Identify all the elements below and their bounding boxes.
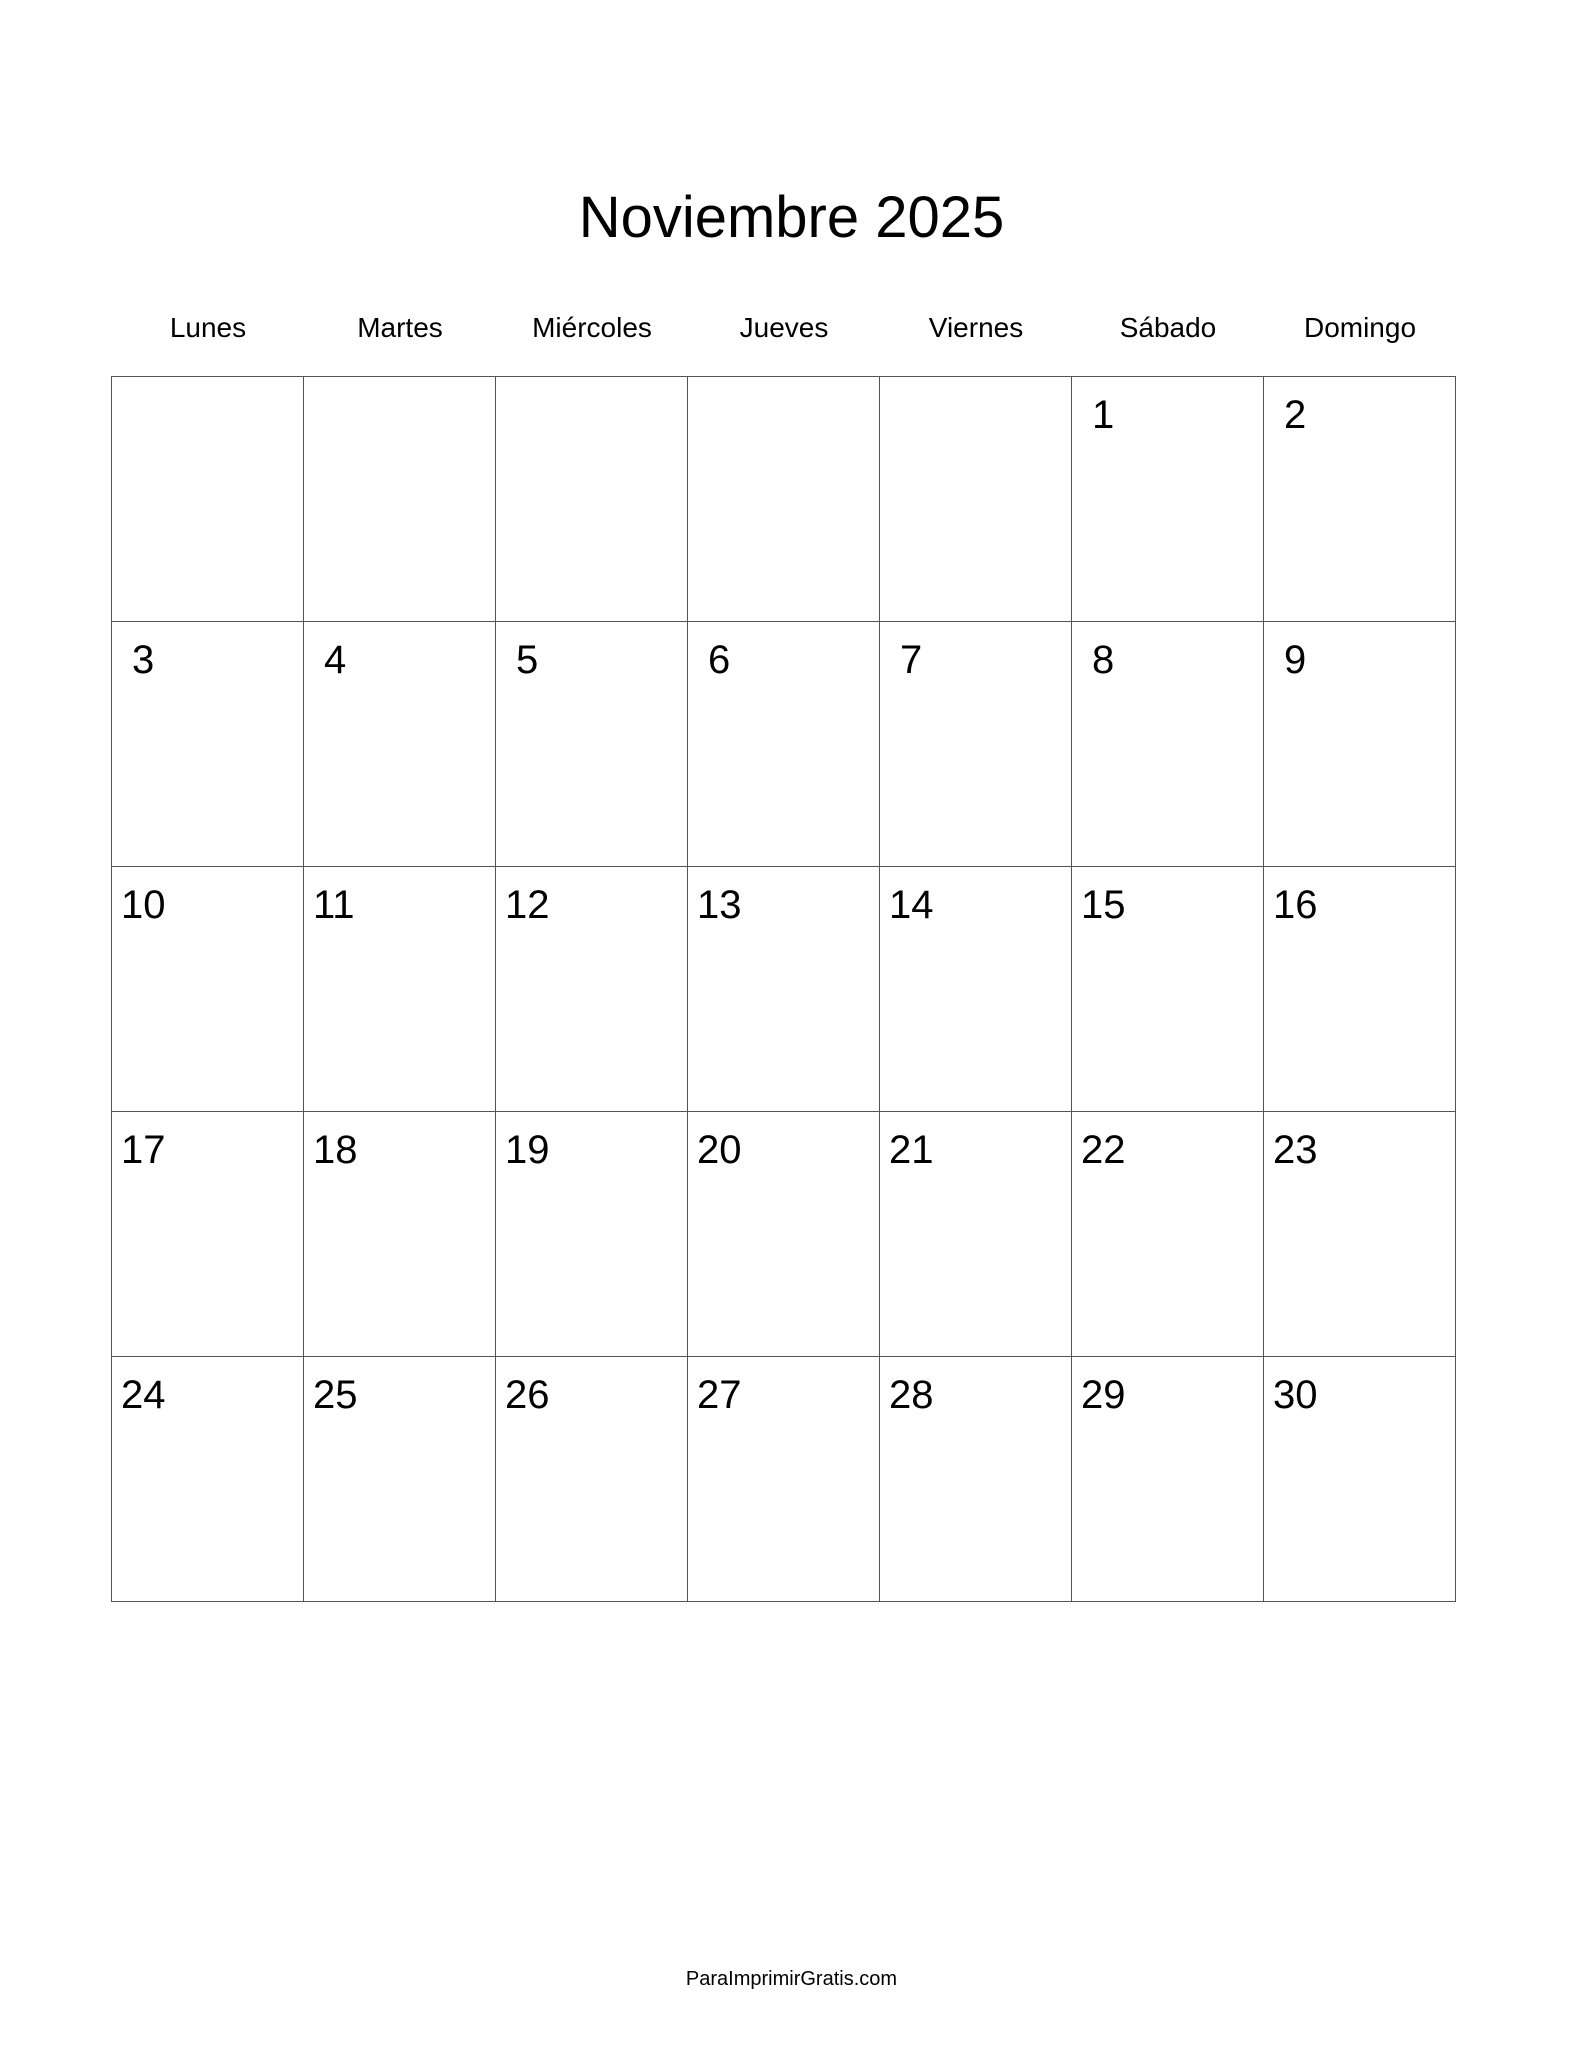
day-cell <box>1264 1112 1456 1357</box>
day-number: 11 <box>313 883 355 927</box>
weekday-label: Viernes <box>928 312 1024 343</box>
weekday-label: Martes <box>357 312 443 343</box>
day-cell <box>688 867 880 1112</box>
day-cell <box>304 622 496 867</box>
day-cell <box>1264 622 1456 867</box>
day-cell <box>496 1112 688 1357</box>
day-cell <box>112 622 304 867</box>
weekday-header-row <box>112 308 1456 348</box>
day-number: 15 <box>1081 883 1126 927</box>
day-number: 19 <box>505 1128 550 1172</box>
weekday-label: Jueves <box>739 312 829 343</box>
day-number: 14 <box>889 883 934 927</box>
day-cell <box>688 377 880 622</box>
weekday-label: Domingo <box>1303 312 1417 343</box>
day-number: 29 <box>1081 1373 1126 1417</box>
day-cell <box>688 1357 880 1602</box>
day-cell <box>1072 377 1264 622</box>
day-cell <box>496 1357 688 1602</box>
day-cell <box>496 622 688 867</box>
day-number: 7 <box>900 638 923 682</box>
day-number: 18 <box>313 1128 358 1172</box>
day-cell <box>304 867 496 1112</box>
day-cell <box>1072 622 1264 867</box>
day-number: 12 <box>505 883 550 927</box>
day-cell <box>496 867 688 1112</box>
day-cell <box>1072 867 1264 1112</box>
day-number: 20 <box>697 1128 742 1172</box>
day-number: 23 <box>1273 1128 1318 1172</box>
day-number: 8 <box>1092 638 1115 682</box>
day-number: 22 <box>1081 1128 1126 1172</box>
day-number: 26 <box>505 1373 550 1417</box>
weekday-label: Miércoles <box>532 312 652 343</box>
weekday-label: Lunes <box>169 312 247 343</box>
day-cell <box>112 1112 304 1357</box>
day-cell <box>1264 377 1456 622</box>
day-cell <box>304 1357 496 1602</box>
calendar-title: Noviembre 2025 <box>578 185 1005 250</box>
calendar-grid <box>111 376 1456 1602</box>
day-cell <box>880 1112 1072 1357</box>
day-cell <box>880 622 1072 867</box>
day-cell <box>688 622 880 867</box>
day-number: 3 <box>132 638 155 682</box>
day-cell <box>1264 1357 1456 1602</box>
day-number: 6 <box>708 638 731 682</box>
day-cell <box>496 377 688 622</box>
footer-website: ParaImprimirGratis.com <box>685 1968 898 1990</box>
weekday-label: Sábado <box>1119 312 1217 343</box>
day-cell <box>1072 1112 1264 1357</box>
day-cell <box>304 377 496 622</box>
day-number: 17 <box>121 1128 166 1172</box>
day-cell <box>1264 867 1456 1112</box>
day-number: 2 <box>1284 393 1307 437</box>
day-number: 5 <box>516 638 539 682</box>
day-number: 4 <box>324 638 347 682</box>
day-cell <box>880 377 1072 622</box>
day-cell <box>112 867 304 1112</box>
day-cell <box>880 1357 1072 1602</box>
day-number: 30 <box>1273 1373 1318 1417</box>
day-cell <box>112 377 304 622</box>
day-number: 9 <box>1284 638 1307 682</box>
day-number: 10 <box>121 883 166 927</box>
day-number: 16 <box>1273 883 1318 927</box>
day-cell <box>1072 1357 1264 1602</box>
day-number: 27 <box>697 1373 742 1417</box>
day-cell <box>304 1112 496 1357</box>
day-cell <box>880 867 1072 1112</box>
day-cell <box>112 1357 304 1602</box>
day-number: 1 <box>1092 393 1115 437</box>
day-cell <box>688 1112 880 1357</box>
day-number: 13 <box>697 883 742 927</box>
day-number: 24 <box>121 1373 166 1417</box>
day-number: 21 <box>889 1128 934 1172</box>
day-number: 25 <box>313 1373 358 1417</box>
day-number: 28 <box>889 1373 934 1417</box>
